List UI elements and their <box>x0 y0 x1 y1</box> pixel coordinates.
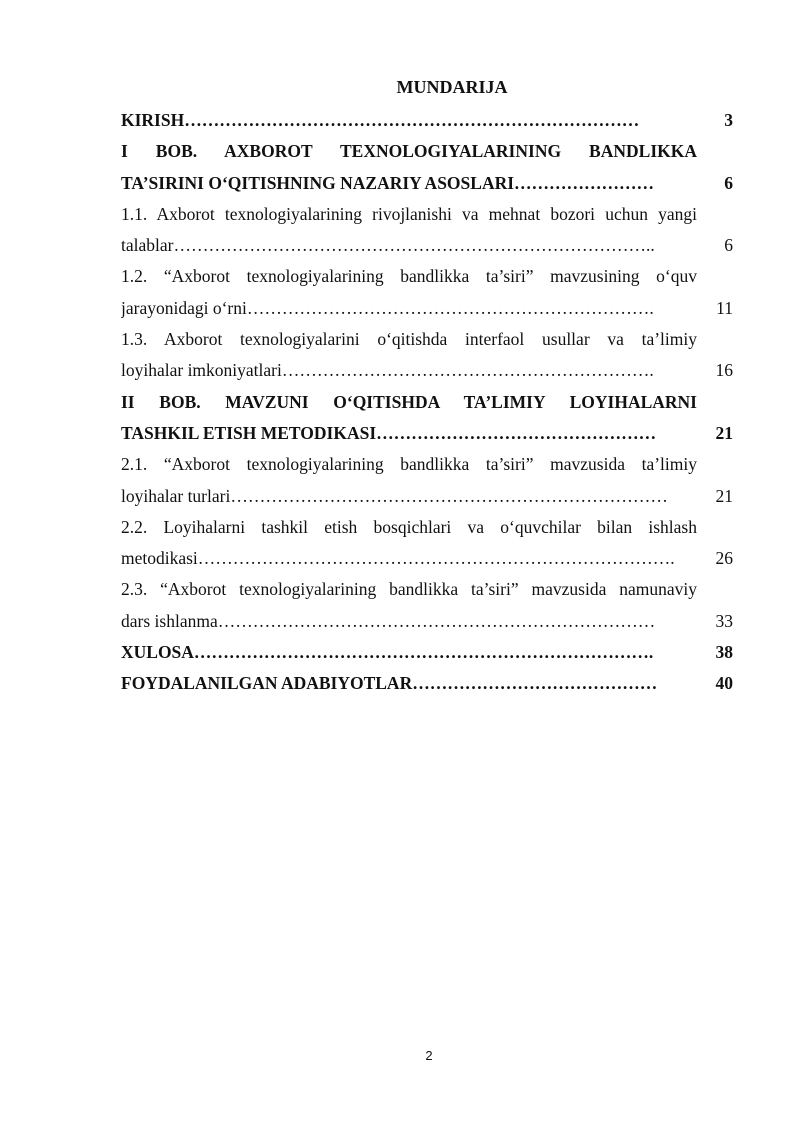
toc-entry-text <box>121 105 697 136</box>
toc-entry-text <box>121 574 697 637</box>
toc-entry-line: jarayonidagi o‘rni……………………………………………………………. <box>121 297 654 318</box>
toc-entry-line: II BOB. MAVZUNI O‘QITISHDA TA’LIMIY LOYIHALARNI <box>121 391 697 412</box>
toc-entry-section-1-2[interactable] <box>121 261 733 324</box>
toc-entry-text <box>121 449 697 512</box>
toc-page-number: 38 <box>715 642 733 663</box>
toc-entry-line: dars ishlanma………………………………………………………………… <box>121 610 656 631</box>
toc-entry-text <box>121 136 697 199</box>
toc-entry-text <box>121 637 697 668</box>
toc-entry-line: 2.2. Loyihalarni tashkil etish bosqichlari va o‘quvchilar bilan ishlash <box>121 516 697 537</box>
toc-entry-line: 2.3. “Axborot texnologiyalarining bandlikka ta’siri” mavzusida namunaviy <box>121 579 697 600</box>
toc-page-number: 33 <box>715 610 733 631</box>
toc-entry-xulosa[interactable] <box>121 637 733 668</box>
toc-entry-text <box>121 668 697 699</box>
toc-entry-line: FOYDALANILGAN ADABIYOTLAR…………………………………… <box>121 673 658 694</box>
toc-entry-text <box>121 387 697 450</box>
toc-entry-text <box>121 261 697 324</box>
toc-entry-line: 1.3. Axborot texnologiyalarini o‘qitishda interfaol usullar va ta’limiy <box>121 329 697 350</box>
toc-page-number: 40 <box>715 673 733 694</box>
toc-entry-line: I BOB. AXBOROT TEXNOLOGIYALARINING BANDLIKKA <box>121 141 697 162</box>
toc-page-number: 21 <box>715 485 733 506</box>
toc-entry-chapter-1[interactable] <box>121 136 733 199</box>
toc-entry-line: TA’SIRINI O‘QITISHNING NAZARIY ASOSLARI…………………… <box>121 172 655 193</box>
toc-entry-section-2-1[interactable] <box>121 449 733 512</box>
toc-page-number: 6 <box>724 235 733 256</box>
toc-entry-line: 1.1. Axborot texnologiyalarining rivojlanishi va mehnat bozori uchun yangi <box>121 203 697 224</box>
toc-entry-text <box>121 512 697 575</box>
toc-entry-section-1-3[interactable] <box>121 324 733 387</box>
toc-page-number: 21 <box>715 422 733 443</box>
toc-entry-text <box>121 199 697 262</box>
toc-entry-kirish[interactable] <box>121 105 733 136</box>
toc-entry-line: 2.1. “Axborot texnologiyalarining bandlikka ta’siri” mavzusida ta’limiy <box>121 454 697 475</box>
toc-page-number: 11 <box>716 297 733 318</box>
toc-page-number: 16 <box>715 360 733 381</box>
toc-entry-section-2-2[interactable] <box>121 512 733 575</box>
toc-page-number: 6 <box>724 172 733 193</box>
toc-page-number: 26 <box>715 548 733 569</box>
toc-title: MUNDARIJA <box>396 77 508 97</box>
toc-entry-chapter-2[interactable] <box>121 387 733 450</box>
toc-entry-line: loyihalar imkoniyatlari………………………………………………………. <box>121 360 654 381</box>
toc-entry-line: TASHKIL ETISH METODIKASI………………………………………… <box>121 422 657 443</box>
toc-entry-line: 1.2. “Axborot texnologiyalarining bandlikka ta’siri” mavzusining o‘quv <box>121 266 697 287</box>
toc-entry-line: talablar……………………………………………………………………….. <box>121 235 655 256</box>
table-of-contents <box>121 105 733 700</box>
toc-entry-line: XULOSA……………………………………………………………………. <box>121 642 654 663</box>
toc-entry-section-2-3[interactable] <box>121 574 733 637</box>
toc-page-number: 3 <box>724 110 733 130</box>
toc-entry-line: KIRISH…………………………………………………………………… <box>121 110 640 130</box>
toc-entry-text <box>121 324 697 387</box>
page-number: 2 <box>425 1048 433 1063</box>
toc-entry-section-1-1[interactable] <box>121 199 733 262</box>
toc-entry-adabiyotlar[interactable] <box>121 668 733 699</box>
toc-entry-line: loyihalar turlari………………………………………………………………… <box>121 485 668 506</box>
toc-entry-line: metodikasi………………………………………………………………………. <box>121 548 675 569</box>
